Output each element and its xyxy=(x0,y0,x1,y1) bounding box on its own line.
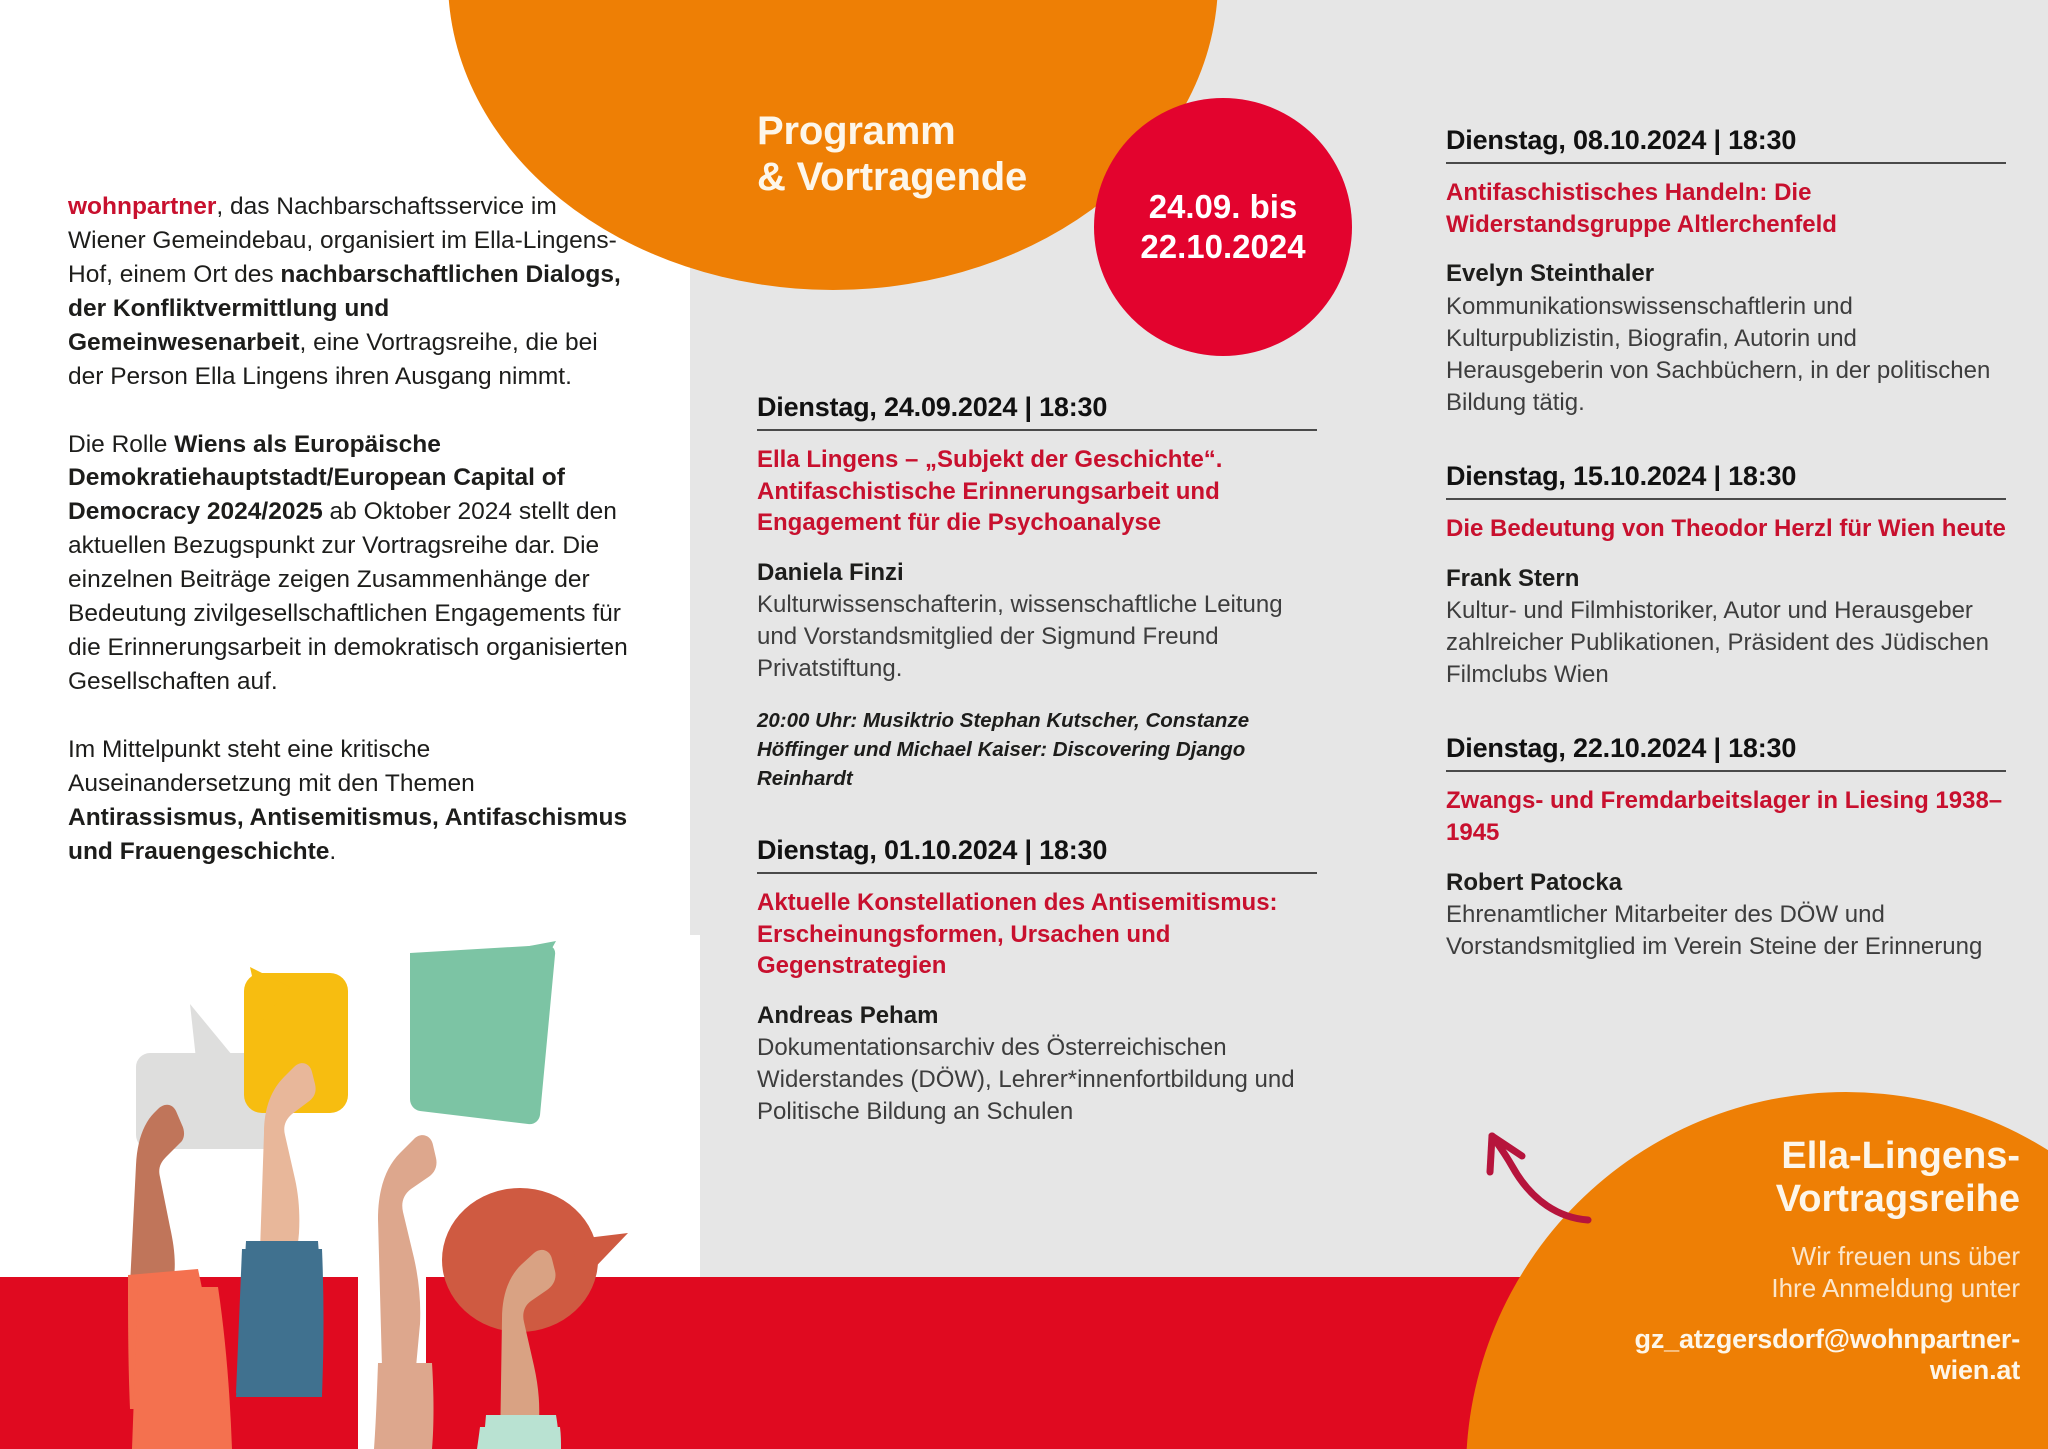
intro-p1-c: , eine Vortragsreihe, die bei der Person Ella Lingens ihren Ausgang nimmt. xyxy=(68,328,598,390)
intro-paragraph-3 xyxy=(68,733,628,869)
event-title: Zwangs- und Fremdarbeitslager in Liesing 1938–1945 xyxy=(1446,787,2003,847)
event-bio: Kommunikationswissenschaftlerin und Kulturpublizistin, Biografin, Autorin und Herausgeberin von Sachbüchern, in der politischen Bildung tätig. xyxy=(1446,292,1991,416)
events-column-right xyxy=(1446,125,2006,963)
event-date: Dienstag, 01.10.2024 | 18:30 xyxy=(757,835,1317,874)
events-column-middle xyxy=(757,392,1317,1129)
event-bio: Dokumentationsarchiv des Österreichischen Widerstandes (DÖW), Lehrer*innenfortbildung und Politische Bildung an Schulen xyxy=(757,1034,1295,1126)
event-title: Aktuelle Konstellationen des Antisemitismus: Erscheinungsformen, Ursachen und Gegenstrategien xyxy=(757,888,1278,980)
intro-p2-c: ab Oktober 2024 stellt den aktuellen Bezugspunkt zur Vortragsreihe dar. Die einzelnen Beiträge zeigen Zusammenhänge der Bedeutung zivilgesellschaftlichen Engagements für die Erinnerungsarbeit in demokratisch organisierten Gesellschaften auf. xyxy=(68,498,628,695)
event-item xyxy=(1446,125,2006,419)
intro-text-block xyxy=(68,190,628,869)
intro-p3-a: Im Mittelpunkt steht eine kritische Auseinandersetzung mit den Themen xyxy=(68,735,475,797)
intro-paragraph-1 xyxy=(68,190,628,394)
intro-p1-a: , das Nachbarschaftsservice im Wiener Gemeindebau, organisiert im Ella-Lingens-Hof, einem Ort des xyxy=(68,193,617,288)
event-date: Dienstag, 15.10.2024 | 18:30 xyxy=(1446,461,2006,500)
intro-p3-c: . xyxy=(329,837,337,865)
event-date: Dienstag, 08.10.2024 | 18:30 xyxy=(1446,125,2006,164)
event-item xyxy=(757,392,1317,793)
contact-email[interactable]: gz_atzgersdorf@wohnpartner-wien.at xyxy=(1634,1324,2020,1386)
registration-note xyxy=(1560,1240,2020,1304)
event-note: 20:00 Uhr: Musiktrio Stephan Kutscher, Constanze Höffinger und Michael Kaiser: Discovering Django Reinhardt xyxy=(757,708,1250,790)
event-bio: Ehrenamtlicher Mitarbeiter des DÖW und Vorstandsmitglied im Verein Steine der Erinnerung xyxy=(1446,900,1983,961)
page-title xyxy=(757,108,1027,201)
event-date: Dienstag, 22.10.2024 | 18:30 xyxy=(1446,733,2006,772)
contact-block xyxy=(1560,1135,2020,1386)
event-item xyxy=(1446,733,2006,963)
event-speaker: Daniela Finzi xyxy=(757,559,904,587)
intro-paragraph-2 xyxy=(68,428,628,699)
date-range-line2: 22.10.2024 xyxy=(1140,228,1306,265)
event-item xyxy=(757,835,1317,1129)
series-title xyxy=(1560,1135,2020,1222)
event-title: Die Bedeutung von Theodor Herzl für Wien heute xyxy=(1446,515,2006,543)
hands-speech-bubbles-illustration xyxy=(0,935,700,1449)
page-title-line2: & Vortragende xyxy=(757,155,1028,200)
event-speaker: Evelyn Steinthaler xyxy=(1446,260,1655,288)
series-title-line1: Ella-Lingens- xyxy=(1781,1135,2020,1177)
intro-p3-b: Antirassismus, Antisemitismus, Antifaschismus und Frauengeschichte xyxy=(68,803,628,865)
event-date: Dienstag, 24.09.2024 | 18:30 xyxy=(757,392,1317,431)
event-speaker: Andreas Peham xyxy=(757,1001,939,1029)
event-speaker: Robert Patocka xyxy=(1446,868,1623,896)
event-title: Antifaschistisches Handeln: Die Widerstandsgruppe Altlerchenfeld xyxy=(1446,179,1837,238)
intro-p2-b: Wiens als Europäische Demokratiehauptstadt/European Capital of Democracy 2024/2025 xyxy=(68,430,565,526)
event-speaker: Frank Stern xyxy=(1446,564,1580,592)
brand-name: wohnpartner xyxy=(68,193,217,220)
event-bio: Kultur- und Filmhistoriker, Autor und Herausgeber zahlreicher Publikationen, Präsident des Jüdischen Filmclubs Wien xyxy=(1446,596,1989,689)
registration-note-line2: Ihre Anmeldung unter xyxy=(1771,1272,2020,1303)
event-item xyxy=(1446,461,2006,691)
page-title-line1: Programm xyxy=(757,109,956,153)
event-title: Ella Lingens – „Subjekt der Geschichte“. Antifaschistische Erinnerungsarbeit und Engagement für die Psychoanalyse xyxy=(757,446,1223,537)
date-range-badge xyxy=(1094,98,1352,356)
date-range-line1: 24.09. bis xyxy=(1148,187,1298,225)
event-bio: Kulturwissenschafterin, wissenschaftliche Leitung und Vorstandsmitglied der Sigmund Freund Privatstiftung. xyxy=(757,591,1283,683)
intro-p2-a: Die Rolle xyxy=(68,430,175,458)
registration-note-line1: Wir freuen uns über xyxy=(1791,1240,2020,1271)
intro-p1-b: nachbarschaftlichen Dialogs, der Konfliktvermittlung und Gemeinwesenarbeit xyxy=(68,260,621,356)
series-title-line2: Vortragsreihe xyxy=(1775,1178,2020,1221)
